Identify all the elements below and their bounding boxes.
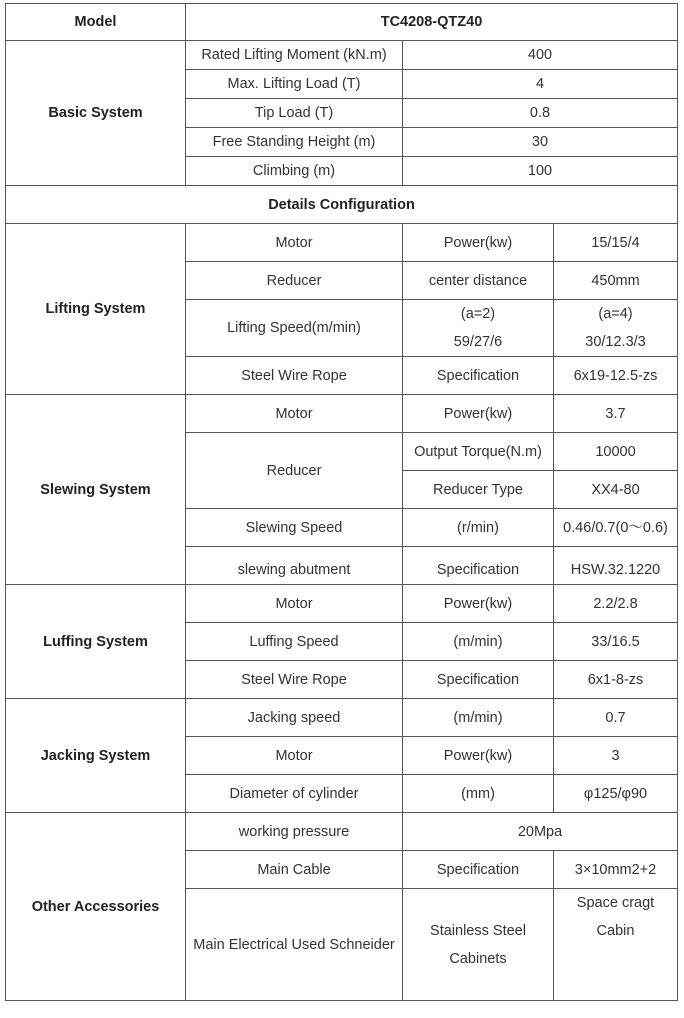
spec-label: Jacking speed (186, 699, 403, 737)
spec-unit: Specification (403, 851, 554, 889)
table-row (6, 813, 678, 851)
spec-label: Lifting Speed(m/min) (186, 300, 403, 357)
spec-value: 4 (403, 70, 678, 99)
spec-value: 6x19-12.5-zs (554, 357, 678, 395)
spec-value: 20Mpa (403, 813, 678, 851)
spec-unit: (mm) (403, 775, 554, 813)
spec-value: 2.2/2.8 (554, 585, 678, 623)
spec-value: XX4-80 (554, 471, 678, 509)
spec-unit: Reducer Type (403, 471, 554, 509)
spec-value: 3 (554, 737, 678, 775)
model-value: TC4208-QTZ40 (186, 4, 678, 41)
cabin-line2: Cabin (596, 923, 635, 939)
cabin-line1: Space cragt (576, 895, 655, 911)
spec-label: Free Standing Height (m) (186, 128, 403, 157)
spec-value: 6x1-8-zs (554, 661, 678, 699)
basic-system-title: Basic System (6, 41, 186, 186)
spec-value: 30 (403, 128, 678, 157)
spec-label: Motor (186, 737, 403, 775)
spec-label: Tip Load (T) (186, 99, 403, 128)
spec-unit: Stainless Steel Cabinets (403, 889, 554, 1001)
spec-value: 15/15/4 (554, 224, 678, 262)
model-row (6, 4, 678, 41)
spec-unit: center distance (403, 262, 554, 300)
table-row (6, 585, 678, 623)
table-row (6, 224, 678, 262)
spec-label: slewing abutment (186, 547, 403, 585)
spec-value-a4 (554, 300, 678, 357)
spec-label: Rated Lifting Moment (kN.m) (186, 41, 403, 70)
spec-label: Diameter of cylinder (186, 775, 403, 813)
luffing-system-title: Luffing System (6, 585, 186, 699)
spec-unit: Power(kw) (403, 737, 554, 775)
a4-value: 30/12.3/3 (585, 334, 646, 350)
spec-label: Motor (186, 585, 403, 623)
spec-unit: (r/min) (403, 509, 554, 547)
spec-value: 10000 (554, 433, 678, 471)
details-row (6, 186, 678, 224)
table-row (6, 699, 678, 737)
spec-value: 0.46/0.7(0～0.6) (554, 509, 678, 547)
other-accessories-title: Other Accessories (6, 813, 186, 1001)
table-row (6, 41, 678, 70)
spec-value: 3×10mm2+2 (554, 851, 678, 889)
table-row (6, 395, 678, 433)
spec-label: Steel Wire Rope (186, 357, 403, 395)
slewing-system-title: Slewing System (6, 395, 186, 585)
spec-unit: Specification (403, 547, 554, 585)
spec-value: HSW.32.1220 (554, 547, 678, 585)
a4-label: (a=4) (598, 306, 633, 322)
spec-label: Main Cable (186, 851, 403, 889)
spec-value (554, 889, 678, 1001)
spec-value: φ125/φ90 (554, 775, 678, 813)
spec-unit: (m/min) (403, 623, 554, 661)
spec-value: 33/16.5 (554, 623, 678, 661)
spec-label: Motor (186, 395, 403, 433)
details-title: Details Configuration (6, 186, 678, 224)
spec-unit: Output Torque(N.m) (403, 433, 554, 471)
spec-label: Main Electrical Used Schneider (186, 889, 403, 1001)
spec-label: Max. Lifting Load (T) (186, 70, 403, 99)
spec-value: 100 (403, 157, 678, 186)
spec-label: working pressure (186, 813, 403, 851)
spec-value-a2 (403, 300, 554, 357)
model-label: Model (6, 4, 186, 41)
spec-label: Luffing Speed (186, 623, 403, 661)
spec-unit: (m/min) (403, 699, 554, 737)
a2-value: 59/27/6 (453, 334, 503, 350)
spec-label: Reducer (186, 262, 403, 300)
spec-unit: Specification (403, 357, 554, 395)
spec-value: 400 (403, 41, 678, 70)
spec-label: Climbing (m) (186, 157, 403, 186)
spec-value: 450mm (554, 262, 678, 300)
spec-value: 3.7 (554, 395, 678, 433)
spec-unit: Specification (403, 661, 554, 699)
spec-value: 0.8 (403, 99, 678, 128)
spec-label: Steel Wire Rope (186, 661, 403, 699)
lifting-system-title: Lifting System (6, 224, 186, 395)
spec-table (5, 3, 678, 1001)
spec-unit: Power(kw) (403, 224, 554, 262)
spec-unit: Power(kw) (403, 585, 554, 623)
jacking-system-title: Jacking System (6, 699, 186, 813)
spec-label: Reducer (186, 433, 403, 509)
a2-label: (a=2) (460, 306, 496, 322)
spec-label: Motor (186, 224, 403, 262)
spec-unit: Power(kw) (403, 395, 554, 433)
spec-label: Slewing Speed (186, 509, 403, 547)
spec-value: 0.7 (554, 699, 678, 737)
